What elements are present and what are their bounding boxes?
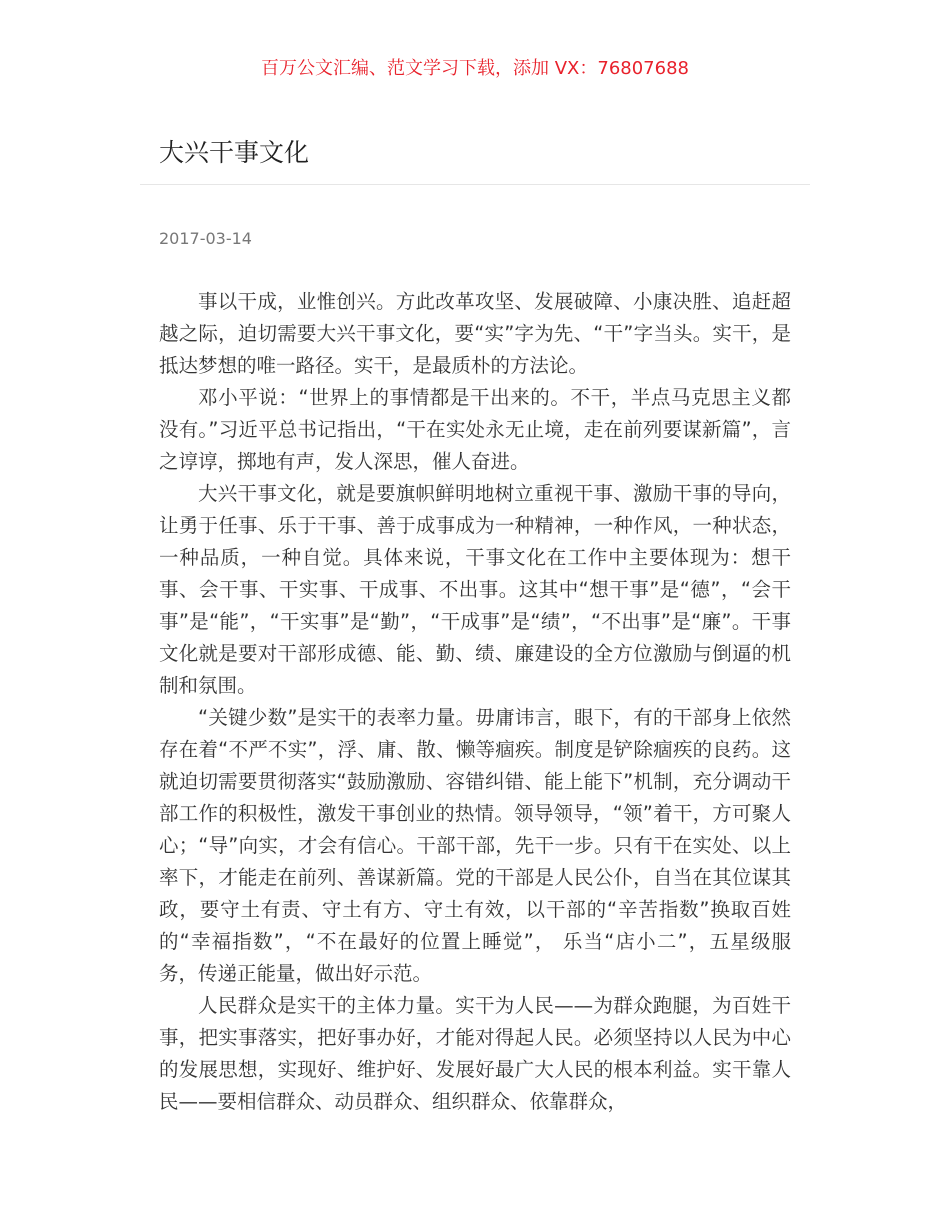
title-divider: [140, 184, 810, 185]
article-title: 大兴干事文化: [159, 138, 310, 167]
promo-banner: 百万公文汇编、范文学习下载，添加 VX：76807688: [261, 58, 689, 79]
article-paragraph: “关键少数”是实干的表率力量。毋庸讳言，眼下，有的干部身上依然存在着“不严不实”，浮、庸、散、懒等痼疾。制度是铲除痼疾的良药。这就迫切需要贯彻落实“鼓励激励、容错纠错、能上能下”机制，充分调动干部工作的积极性，激发干事创业的热情。领导领导，“领”着干，方可聚人心；“导”向实，才会有信心。干部干部，先干一步。只有干在实处、以上率下，才能走在前列、善谋新篇。党的干部是人民公仆，自当在其位谋其政，要守土有责、守土有方、守土有效，以干部的“辛苦指数”换取百姓的“幸福指数”，“不在最好的位置上睡觉”， 乐当“店小二”，五星级服务，传递正能量，做出好示范。: [159, 706, 791, 985]
article-paragraph: 人民群众是实干的主体力量。实干为人民——为群众跑腿，为百姓干事，把实事落实，把好事办好，才能对得起人民。必须坚持以人民为中心的发展思想，实现好、维护好、发展好最广大人民的根本利益。实干靠人民——要相信群众、动员群众、组织群众、依靠群众，: [159, 994, 791, 1113]
article-paragraph: 大兴干事文化，就是要旗帜鲜明地树立重视干事、激励干事的导向，让勇于任事、乐于干事、善于成事成为一种精神，一种作风，一种状态，一种品质，一种自觉。具体来说，干事文化在工作中主要体现为：想干事、会干事、干实事、干成事、不出事。这其中“想干事”是“德”，“会干事”是“能”，“干实事”是“勤”，“干成事”是“绩”，“不出事”是“廉”。干事文化就是要对干部形成德、能、勤、绩、廉建设的全方位激励与倒逼的机制和氛围。: [159, 482, 791, 697]
article-paragraph: 邓小平说：“世界上的事情都是干出来的。不干，半点马克思主义都没有。”习近平总书记指出，“干在实处永无止境，走在前列要谋新篇”，言之谆谆，掷地有声，发人深思，催人奋进。: [159, 386, 791, 473]
publish-date: 2017-03-14: [159, 229, 252, 248]
article-body: [159, 286, 791, 1118]
article-paragraph: 事以干成，业惟创兴。方此改革攻坚、发展破障、小康决胜、追赶超越之际，迫切需要大兴干事文化，要“实”字为先、“干”字当头。实干，是抵达梦想的唯一路径。实干，是最质朴的方法论。: [159, 290, 791, 377]
